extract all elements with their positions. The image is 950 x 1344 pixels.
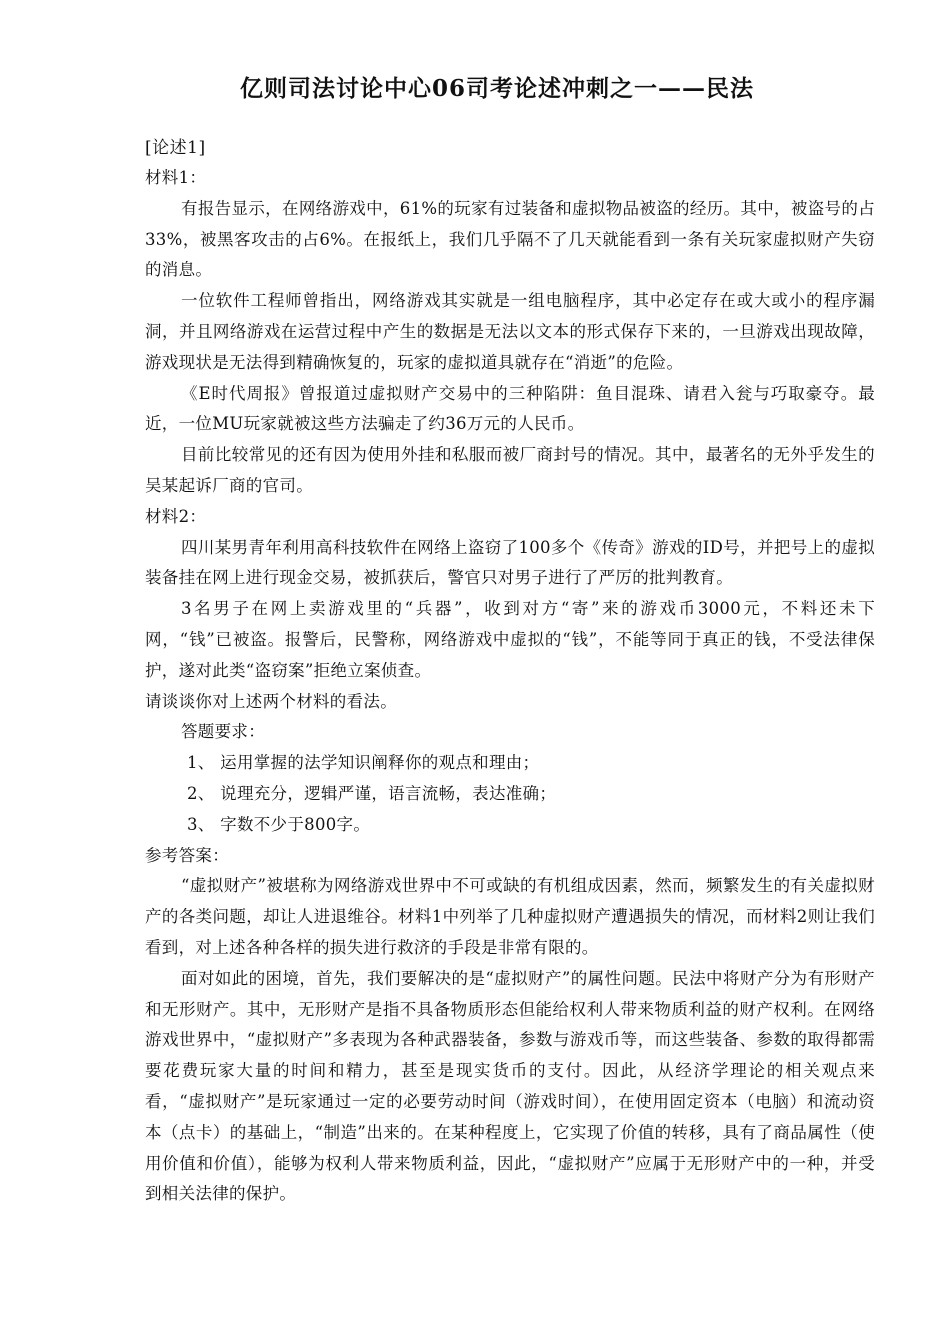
requirements-label: 答题要求： bbox=[181, 722, 265, 742]
answer-paragraph: 面对如此的困境，首先，我们要解决的是“虚拟财产”的属性问题。民法中将财产分为有形财产和无形财产。其中，无形财产是指不具备物质形态但能给权利人带来物质利益的财产权利。在网络游戏世界中，“虚拟财产”多表现为各种武器装备，参数与游戏币等，而这些装备、参数的取得都需要花费玩家大量的时间和精力，甚至是现实货币的支付。因此，从经济学理论的相关观点来看，“虚拟财产”是玩家通过一定的必要劳动时间（游戏时间），在使用固定资本（电脑）和流动资本（点卡）的基础上，“制造”出来的。在某种程度上，它实现了价值的转移，具有了商品属性（使用价值和价值），能够为权利人带来物质利益，因此，“虚拟财产”应属于无形财产中的一种，并受到相关法律的保护。 bbox=[145, 968, 875, 1204]
answer-paragraph: “虚拟财产”被堪称为网络游戏世界中不可或缺的有机组成因素，然而，频繁发生的有关虚拟财产的各类问题，却让人进退维谷。材料1中列举了几种虚拟财产遭遇损失的情况，而材料2则让我们看到，对上述各种各样的损失进行救济的手段是非常有限的。 bbox=[145, 876, 875, 957]
material1-paragraph: 一位软件工程师曾指出，网络游戏其实就是一组电脑程序，其中必定存在或大或小的程序漏洞，并且网络游戏在运营过程中产生的数据是无法以文本的形式保存下来的，一旦游戏出现故障，游戏现状是无法得到精确恢复的，玩家的虚拟道具就存在“消逝”的危险。 bbox=[145, 291, 875, 372]
requirement-item: 2、 说理充分，逻辑严谨，语言流畅，表达准确； bbox=[187, 783, 557, 803]
section-heading: [论述1] bbox=[145, 138, 206, 158]
requirement-item: 3、 字数不少于800字。 bbox=[187, 814, 371, 834]
material1-paragraph: 有报告显示，在网络游戏中，61%的玩家有过装备和虚拟物品被盗的经历。其中，被盗号的占33%，被黑客攻击的占6%。在报纸上，我们几乎隔不了几天就能看到一条有关玩家虚拟财产失窃的消息。 bbox=[145, 198, 875, 280]
material1-paragraph: 《E时代周报》曾报道过虚拟财产交易中的三种陷阱：鱼目混珠、请君入瓮与巧取豪夺。最近，一位MU玩家就被这些方法骗走了约36万元的人民币。 bbox=[145, 383, 875, 434]
requirement-item: 1、 运用掌握的法学知识阐释你的观点和理由； bbox=[187, 753, 540, 773]
material2-paragraph: 四川某男青年利用高科技软件在网络上盗窃了100多个《传奇》游戏的ID号，并把号上的虚拟装备挂在网上进行现金交易，被抓获后，警官只对男子进行了严厉的批判教育。 bbox=[145, 537, 875, 588]
material2-paragraph: 3名男子在网上卖游戏里的“兵器”，收到对方“寄”来的游戏币3000元，不料还未下网，“钱”已被盗。报警后，民警称，网络游戏中虚拟的“钱”，不能等同于真正的钱，不受法律保护，遂对此类“盗窃案”拒绝立案侦查。 bbox=[145, 599, 875, 680]
document-page bbox=[145, 72, 875, 1210]
material1-label: 材料1： bbox=[145, 168, 207, 187]
document-title: 亿则司法讨论中心06司考论述冲刺之一——民法 bbox=[240, 75, 755, 102]
answer-label: 参考答案： bbox=[145, 845, 229, 865]
material1-paragraph: 目前比较常见的还有因为使用外挂和私服而被厂商封号的情况。其中，最著名的无外乎发生的吴某起诉厂商的官司。 bbox=[145, 445, 875, 495]
question-text: 请谈谈你对上述两个材料的看法。 bbox=[145, 691, 397, 711]
material2-label: 材料2： bbox=[145, 506, 207, 526]
